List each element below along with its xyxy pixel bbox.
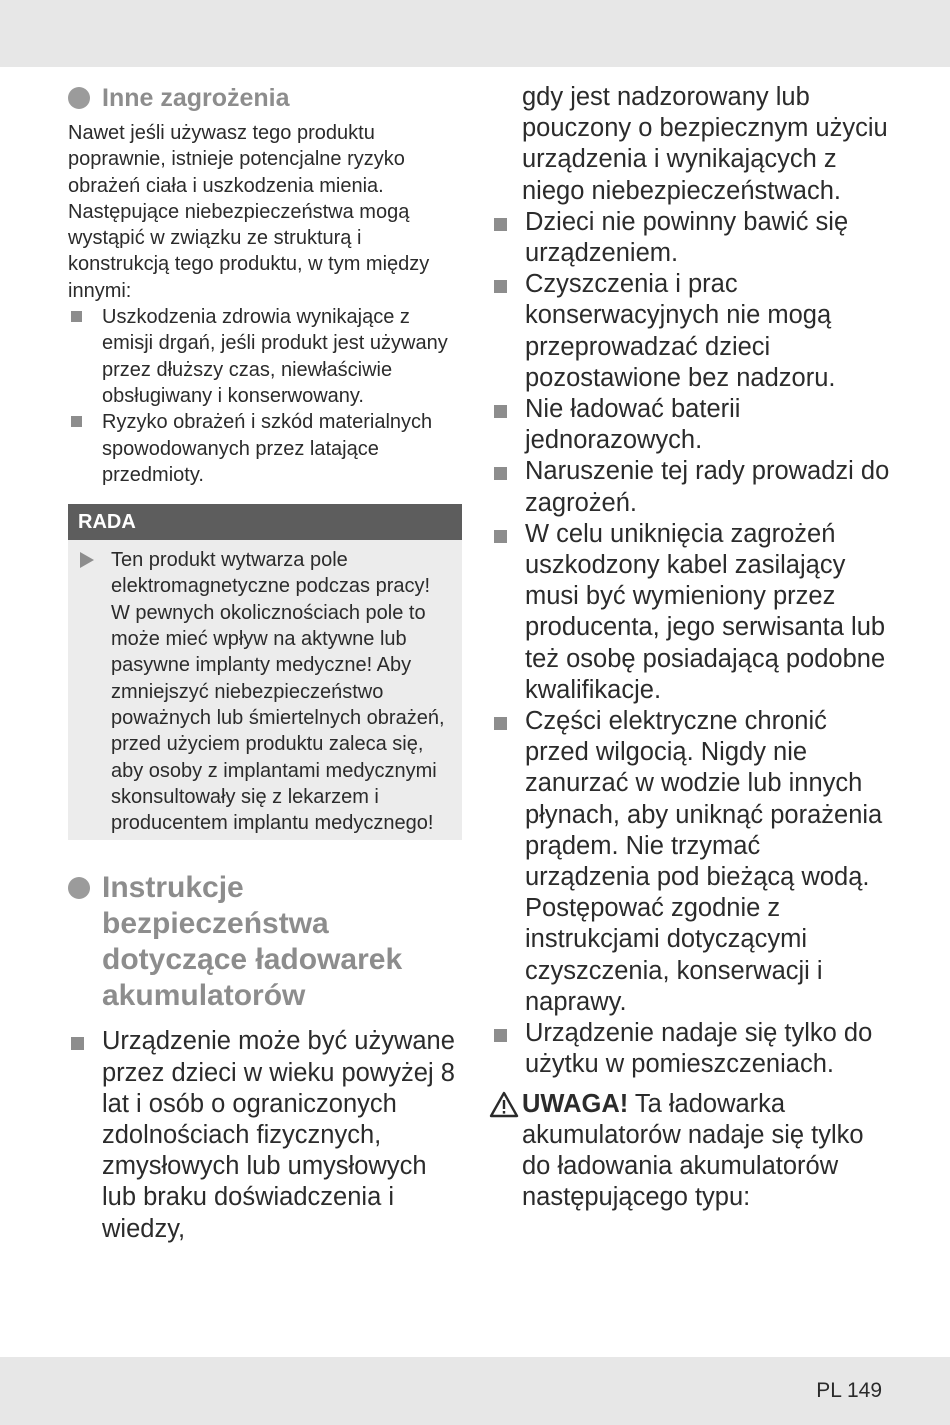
section-heading-other-hazards <box>68 82 462 114</box>
intro-paragraph: Nawet jeśli używasz tego produktu poprawnie, istnieje potencjalne ryzyko obrażeń ciała i uszkodzenia mienia. Następujące niebezpieczeństwa mogą wystąpić w związku ze strukturą i konstrukcją tego produktu, w tym między innymi: <box>68 122 430 302</box>
header-band <box>0 0 950 67</box>
section-heading-charger-safety <box>68 870 462 1014</box>
square-bullet-icon <box>71 311 82 322</box>
warning-note <box>491 1089 891 1214</box>
list-item-text: Urządzenie może być używane przez dzieci w wieku powyżej 8 lat i osób o ograniczonych zdolnościach fizycznych, zmysłowych lub umysłowych lub braku doświadczenia i wiedzy, <box>102 1027 455 1243</box>
list-item <box>68 409 462 488</box>
list-item-text: W celu uniknięcia zagrożeń uszkodzony kabel zasilający musi być wymieniony przez producenta, jego serwisanta lub też osobę posiadającą podobne kwalifikacje. <box>525 519 886 704</box>
warning-triangle-icon <box>489 1091 519 1118</box>
list-item-text: Ryzyko obrażeń i szkód materialnych spowodowanych przez latające przedmioty. <box>102 411 433 486</box>
warning-label: UWAGA! <box>522 1089 629 1118</box>
safety-list-right <box>491 82 891 1081</box>
triangle-arrow-icon <box>80 552 94 568</box>
section-heading-text: Instrukcje bezpieczeństwa dotyczące ładowarek akumulatorów <box>102 871 403 1013</box>
square-bullet-icon <box>494 280 507 293</box>
tip-label: RADA <box>68 504 462 540</box>
list-item <box>491 519 891 706</box>
square-bullet-icon <box>71 1037 84 1050</box>
square-bullet-icon <box>494 218 507 231</box>
tip-text: Ten produkt wytwarza pole elektromagnetyczne podczas pracy! W pewnych okolicznościach pole to może mieć wpływ na aktywne lub pasywne implanty medyczne! Aby zmniejszyć niebezpieczeństwo poważnych lub śmiertelnych obrażeń, przed użyciem produktu zaleca się, aby osoby z implantami medycznymi skonsultowały się z lekarzem i producentem implantu medycznego! <box>111 549 445 835</box>
list-item-text: gdy jest nadzorowany lub pouczony o bezpiecznym użyciu urządzenia i wynikających z niego niebezpieczeństwach. <box>522 83 888 205</box>
tip-body <box>68 540 462 840</box>
list-item <box>68 304 462 409</box>
list-item-continuation <box>491 82 891 207</box>
footer-band <box>0 1357 950 1425</box>
list-item-text: Dzieci nie powinny bawić się urządzeniem. <box>525 207 849 268</box>
list-item <box>491 269 891 394</box>
safety-list-left <box>68 1026 462 1244</box>
right-column <box>491 82 891 1213</box>
list-item <box>68 1026 462 1244</box>
bullet-circle-icon <box>68 877 90 899</box>
left-column <box>68 82 462 1245</box>
list-item <box>491 706 891 1018</box>
square-bullet-icon <box>494 530 507 543</box>
square-bullet-icon <box>494 405 507 418</box>
square-bullet-icon <box>494 1029 507 1042</box>
square-bullet-icon <box>71 416 82 427</box>
bullet-circle-icon <box>68 87 90 109</box>
tip-box <box>68 504 462 840</box>
warning-text: Ta ładowarka akumulatorów nadaje się tylko do ładowania akumulatorów następującego typu: <box>522 1089 864 1212</box>
list-item <box>491 394 891 456</box>
section-heading-text: Inne zagrożenia <box>102 84 290 112</box>
list-item <box>491 207 891 269</box>
list-item-text: Urządzenie nadaje się tylko do użytku w pomieszczeniach. <box>525 1019 873 1079</box>
list-item-text: Uszkodzenia zdrowia wynikające z emisji drgań, jeśli produkt jest używany przez dłuższy czas, niewłaściwie obsługiwany i konserwowany. <box>102 306 448 407</box>
list-item <box>491 1018 891 1080</box>
list-item-text: Części elektryczne chronić przed wilgocią. Nigdy nie zanurzać w wodzie lub innych płynach, aby uniknąć porażenia prądem. Nie trzymać urządzenia pod bieżącą wodą. Postępować zgodnie z instrukcjami dotyczącymi czyszczenia, konserwacji i naprawy. <box>525 707 883 1016</box>
list-item-text: Naruszenie tej rady prowadzi do zagrożeń. <box>525 457 890 517</box>
list-item <box>491 456 891 518</box>
square-bullet-icon <box>494 467 507 480</box>
page-number: PL 149 <box>816 1379 882 1402</box>
list-item-text: Czyszczenia i prac konserwacyjnych nie mogą przeprowadzać dzieci pozostawione bez nadzoru. <box>525 270 836 392</box>
list-item-text: Nie ładować baterii jednorazowych. <box>525 395 741 455</box>
hazard-list <box>68 304 462 488</box>
square-bullet-icon <box>494 717 507 730</box>
